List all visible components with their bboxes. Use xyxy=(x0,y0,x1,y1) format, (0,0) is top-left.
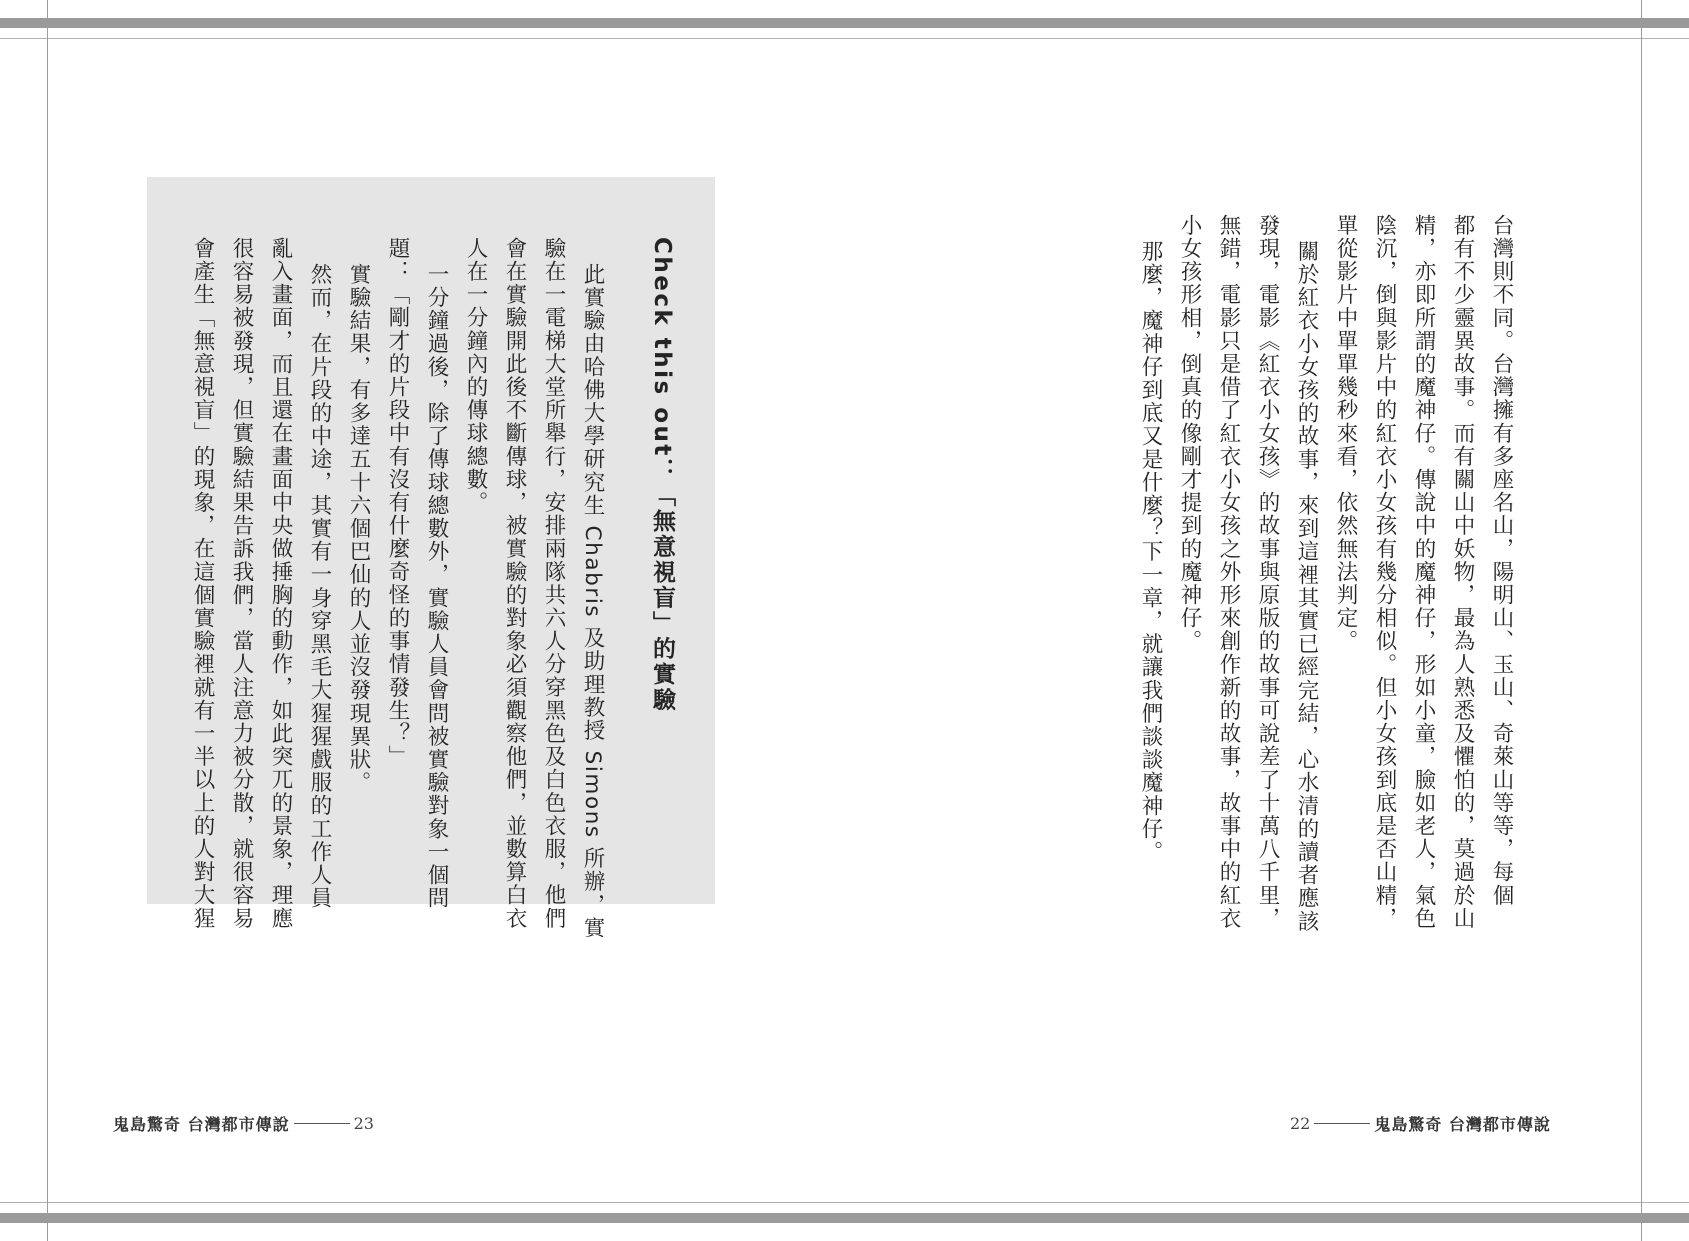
body-line: 小女孩形相，倒真的像剛才提到的魔神仔。 xyxy=(1177,214,1202,653)
footer-dash xyxy=(1314,1123,1370,1124)
sidebar-line: 亂入畫面，而且還在畫面中央做捶胸的動作，如此突兀的景象，理應 xyxy=(268,237,293,930)
right-page-body xyxy=(1131,214,1521,933)
sidebar-line: 人在一分鐘內的傳球總數。 xyxy=(463,237,488,515)
body-line: 發現，電影《紅衣小女孩》的故事與原版的故事可說差了十萬八千里， xyxy=(1255,214,1280,931)
page-number: 22 xyxy=(1290,1114,1311,1133)
page-number: 23 xyxy=(353,1114,374,1133)
sidebar-line: 實驗結果，有多達五十六個巴仙的人並沒發現異狀。 xyxy=(346,262,371,795)
left-margin-rule xyxy=(47,0,48,1241)
sidebar-line: 此實驗由哈佛大學研究生 Chabris 及助理教授 Simons 所辦，實 xyxy=(580,262,605,940)
sidebar-line: 驗在一電梯大堂所舉行，安排兩隊共六人分穿黑色及白色衣服，他們 xyxy=(541,237,566,930)
body-line: 關於紅衣小女孩的故事，來到這裡其實已經完結，心水清的讀者應該 xyxy=(1294,239,1319,933)
sidebar-body xyxy=(183,237,681,940)
sidebar-line: 會產生「無意視盲」的現象，在這個實驗裡就有一半以上的人對大猩 xyxy=(190,237,215,930)
sidebar-title: Check this out：「無意視盲」的實驗 xyxy=(649,237,675,713)
body-line: 台灣則不同。台灣擁有多座名山，陽明山、玉山、奇萊山等等，每個 xyxy=(1489,214,1514,907)
footer-book-title: 鬼島驚奇 台灣都市傳說 xyxy=(1374,1115,1551,1134)
footer-left xyxy=(113,1112,374,1135)
sidebar-line: 一分鐘過後，除了傳球總數外，實驗人員會問被實驗對象一個問 xyxy=(424,262,449,910)
top-border-bar xyxy=(0,18,1689,28)
body-line: 單從影片中單單幾秒來看，依然無法判定。 xyxy=(1333,214,1358,653)
body-line: 精，亦即所謂的魔神仔。傳說中的魔神仔，形如小童，臉如老人，氣色 xyxy=(1411,214,1436,931)
body-line: 陰沉，倒與影片中的紅衣小女孩有幾分相似。但小女孩到底是否山精， xyxy=(1372,214,1397,931)
bottom-rule xyxy=(0,1202,1689,1203)
body-line: 無錯，電影只是借了紅衣小女孩之外形來創作新的故事，故事中的紅衣 xyxy=(1216,214,1241,931)
footer-dash xyxy=(294,1123,350,1124)
right-margin-rule xyxy=(1641,0,1642,1241)
footer-book-title: 鬼島驚奇 台灣都市傳說 xyxy=(113,1115,290,1134)
sidebar-line: 題：「剛才的片段中有沒有什麼奇怪的事情發生？」 xyxy=(385,237,410,769)
sidebar-line: 然而，在片段的中途，其實有一身穿黑毛大猩猩戲服的工作人員 xyxy=(307,262,332,910)
sidebar-line: 很容易被發現，但實驗結果告訴我們，當人注意力被分散，就很容易 xyxy=(229,237,254,930)
body-line: 那麼，魔神仔到底又是什麼？下一章，就讓我們談談魔神仔。 xyxy=(1138,239,1163,864)
top-rule xyxy=(0,38,1689,39)
footer-right xyxy=(1290,1112,1551,1135)
body-line: 都有不少靈異故事。而有關山中妖物，最為人熟悉及懼怕的，莫過於山 xyxy=(1450,214,1475,931)
sidebar-line: 會在實驗開此後不斷傳球，被實驗的對象必須觀察他們，並數算白衣 xyxy=(502,237,527,930)
bottom-border-bar xyxy=(0,1213,1689,1223)
sidebar-box xyxy=(147,177,715,940)
